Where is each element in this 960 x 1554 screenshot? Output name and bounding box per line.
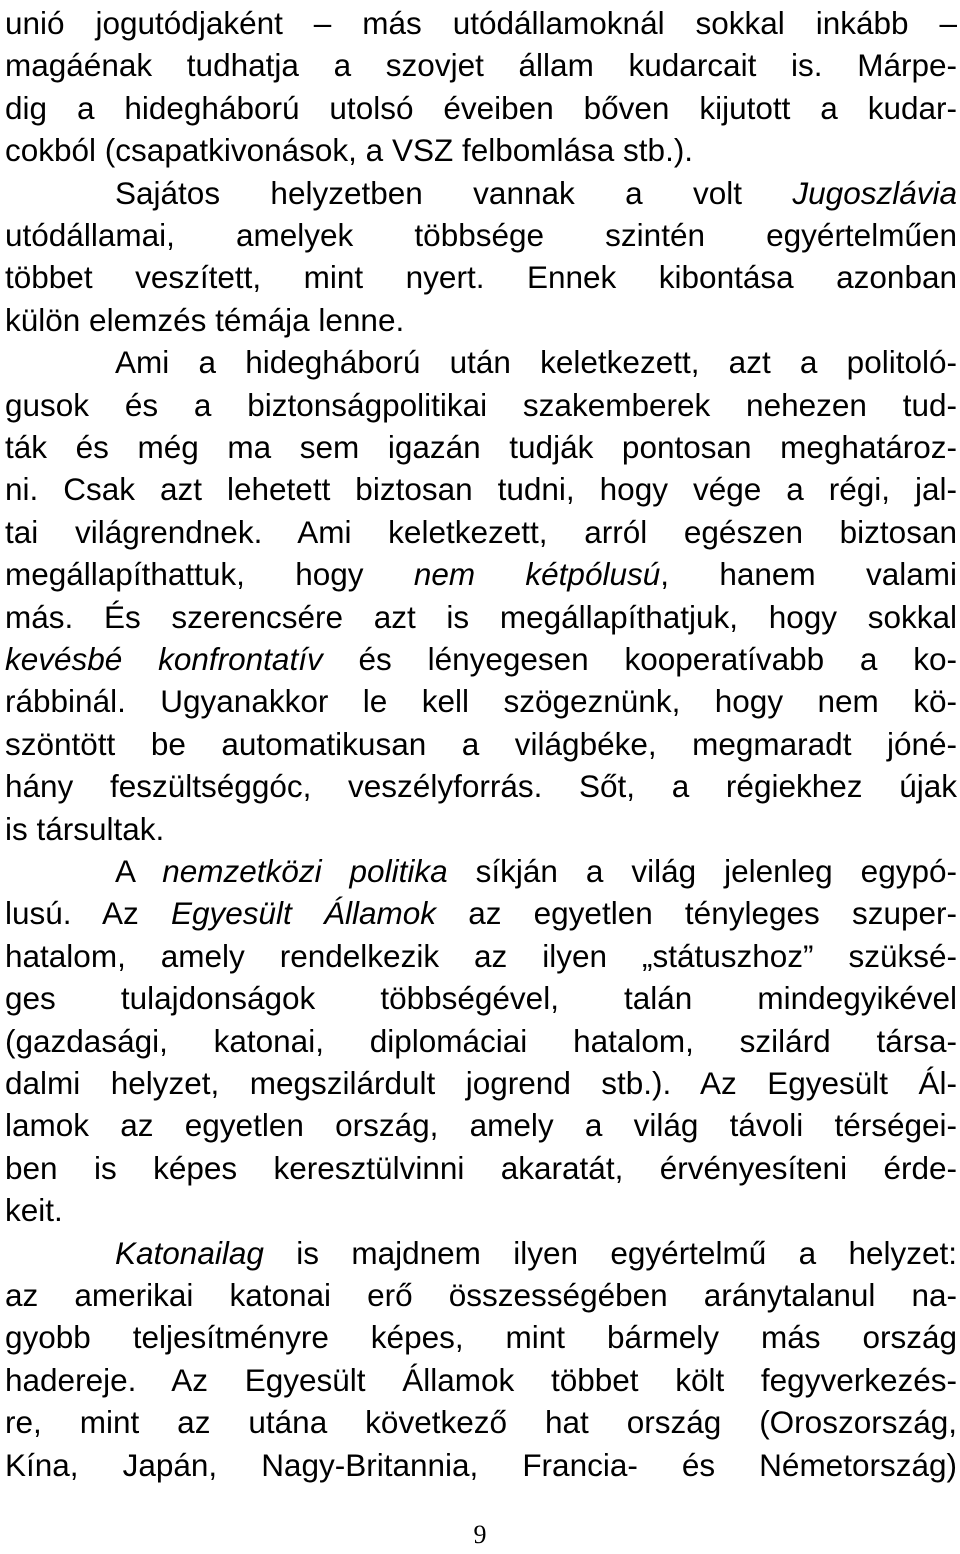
text-segment: is majdnem ilyen egyértelmű a helyzet: <box>263 1234 957 1271</box>
text-segment: gusok és a biztonságpolitikai szakemberek nehezen tud- <box>5 386 957 423</box>
text-line <box>5 765 957 808</box>
text-segment: re, mint az utána következő hat ország (Oroszország, <box>5 1404 957 1441</box>
text-line <box>5 468 957 511</box>
text-line <box>5 511 957 554</box>
text-segment: is társultak. <box>5 810 165 847</box>
text-line <box>5 1062 957 1105</box>
text-segment: szöntött be automatikusan a világbéke, megmaradt jóné- <box>5 725 957 762</box>
italic-text: Katonailag <box>115 1234 264 1271</box>
text-segment: dig a hidegháború utolsó éveiben bőven kijutott a kudar- <box>5 89 957 126</box>
text-line <box>5 892 957 935</box>
text-segment: magáénak tudhatja a szovjet állam kudarcait is. Márpe- <box>5 47 957 84</box>
text-segment: más. És szerencsére azt is megállapíthatjuk, hogy sokkal <box>5 598 957 635</box>
text-segment: cokból (csapatkivonások, a VSZ felbomlása stb.). <box>5 132 694 169</box>
text-segment: többet veszített, mint nyert. Ennek kibontása azonban <box>5 259 957 296</box>
text-segment: megállapíthattuk, hogy <box>5 556 414 593</box>
text-line <box>5 553 957 596</box>
text-line <box>5 977 957 1020</box>
text-line <box>5 384 957 427</box>
text-segment: az amerikai katonai erő összességében aránytalanul na- <box>5 1277 957 1313</box>
text-line <box>5 299 957 342</box>
text-line <box>5 1316 957 1359</box>
text-segment: ben is képes keresztülvinni akaratát, érvényesíteni érde- <box>5 1149 957 1186</box>
text-line <box>5 1359 957 1402</box>
text-segment: lamok az egyetlen ország, amely a világ távoli térségei- <box>5 1107 957 1144</box>
text-line <box>5 1189 957 1232</box>
text-segment: ges tulajdonságok többségével, talán mindegyikével <box>5 980 957 1017</box>
text-line <box>5 1232 957 1275</box>
text-segment: dalmi helyzet, megszilárdult jogrend stb.). Az Egyesült Ál- <box>5 1065 957 1101</box>
text-line <box>5 808 957 851</box>
text-line <box>5 596 957 639</box>
text-line <box>5 1020 957 1063</box>
text-line <box>5 256 957 299</box>
text-segment: ták és még ma sem igazán tudják pontosan meghatároz- <box>5 429 957 465</box>
text-line <box>5 1401 957 1444</box>
text-line <box>5 1444 957 1487</box>
italic-text: Jugoszlávia <box>792 174 957 211</box>
text-line <box>5 638 957 681</box>
text-line <box>5 44 957 87</box>
text-segment: gyobb teljesítményre képes, mint bármely más ország <box>5 1319 957 1356</box>
text-segment: Sajátos helyzetben vannak a volt <box>115 174 793 211</box>
text-segment: , hanem valami <box>660 556 957 593</box>
text-segment: lusú. Az <box>5 895 171 932</box>
italic-text: kevésbé konfrontatív <box>5 641 323 677</box>
text-segment: keit. <box>5 1192 63 1229</box>
text-segment: Kína, Japán, Nagy-Britannia, Francia- és Németország) <box>5 1446 957 1483</box>
text-segment: külön elemzés témája lenne. <box>5 301 405 338</box>
text-segment: A <box>115 853 163 889</box>
text-segment: rábbinál. Ugyanakkor le kell szögeznünk, hogy nem kö- <box>5 683 957 720</box>
text-segment: hadereje. Az Egyesült Államok többet költ fegyverkezés- <box>5 1361 957 1398</box>
text-line <box>5 1274 957 1317</box>
italic-text: nem kétpólusú <box>413 556 661 593</box>
text-line <box>5 1104 957 1147</box>
text-segment: és lényegesen kooperatívabb a ko- <box>322 641 958 677</box>
text-line <box>5 850 957 893</box>
text-line <box>5 2 957 45</box>
text-line <box>5 723 957 766</box>
text-line <box>5 87 957 130</box>
text-line <box>5 426 957 469</box>
text-line <box>5 1147 957 1190</box>
text-line <box>5 680 957 723</box>
text-segment: utódállamai, amelyek többsége szintén egyértelműen <box>5 217 957 253</box>
text-segment: hatalom, amely rendelkezik az ilyen „státuszhoz” szüksé- <box>5 937 957 974</box>
text-line <box>5 214 957 257</box>
italic-text: Egyesült Államok <box>170 895 436 932</box>
page-number: 9 <box>473 1520 487 1549</box>
text-segment: tai világrendnek. Ami keletkezett, arról egészen biztosan <box>5 513 957 550</box>
text-segment: (gazdasági, katonai, diplomáciai hatalom, szilárd társa- <box>5 1022 957 1059</box>
text-segment: Ami a hidegháború után keletkezett, azt a politoló- <box>115 344 957 381</box>
text-segment: síkján a világ jelenleg egypó- <box>447 853 957 889</box>
text-line <box>5 935 957 978</box>
italic-text: nemzetközi politika <box>162 853 448 889</box>
text-line <box>5 129 957 172</box>
text-segment: hány feszültséggóc, veszélyforrás. Sőt, a régiekhez újak <box>5 768 957 805</box>
text-segment: az egyetlen tényleges szuper- <box>436 895 957 932</box>
text-segment: ni. Csak azt lehetett biztosan tudni, hogy vége a régi, jal- <box>5 471 957 508</box>
text-line <box>5 341 957 384</box>
text-segment: unió jogutódjaként – más utódállamoknál sokkal inkább – <box>5 5 957 41</box>
text-line <box>5 172 957 215</box>
